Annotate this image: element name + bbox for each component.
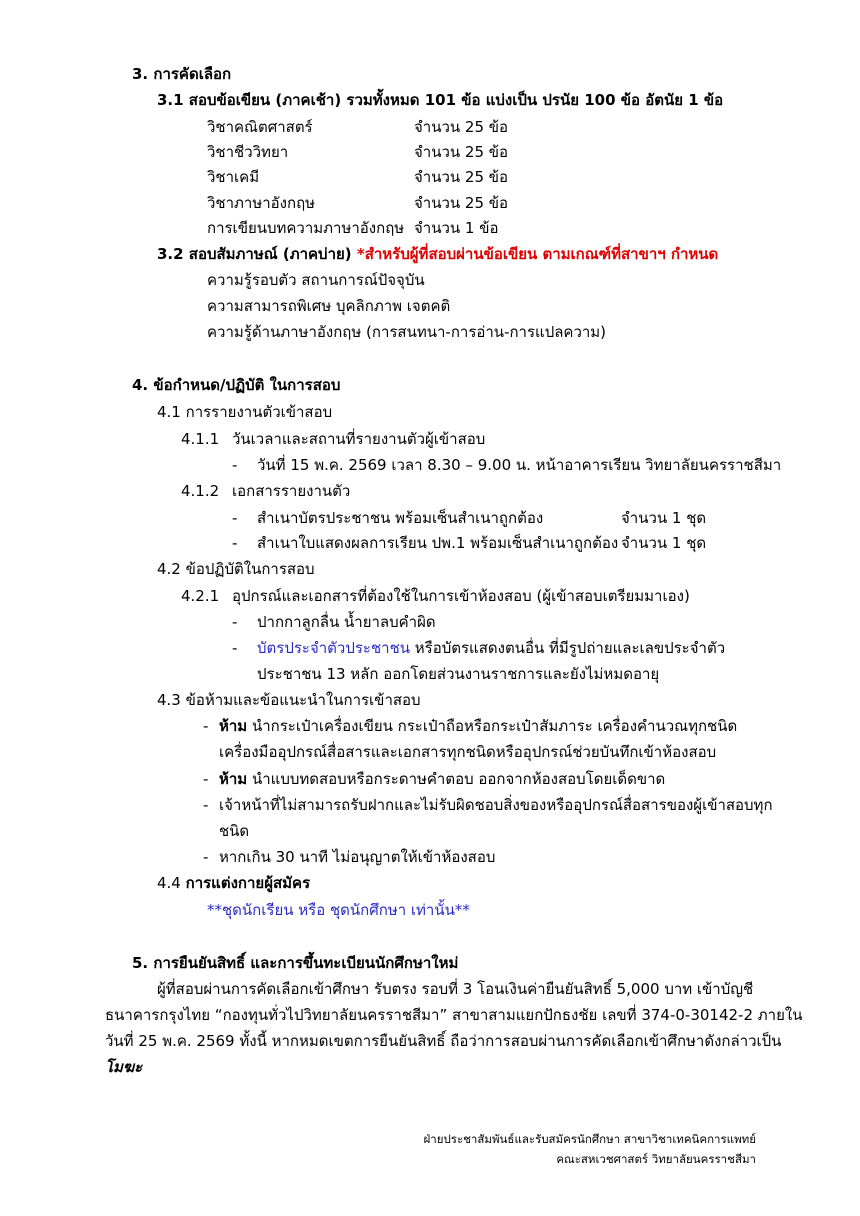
advice-item: เจ้าหน้าที่ไม่สามารถรับฝากและไม่รับผิดชอบสิ่งของหรืออุปกรณ์สื่อสารของผู้เข้าสอบทุก <box>219 796 773 814</box>
bullet: - <box>203 770 209 788</box>
dress-code-note: **ชุดนักเรียน หรือ ชุดนักศึกษา เท่านั้น** <box>207 901 470 919</box>
id-card-item <box>257 636 725 660</box>
subject-name: วิชาคณิตศาสตร์ <box>207 118 313 136</box>
prohibition-text: นำกระเป๋าเครื่องเขียน กระเป๋าถือหรือกระเป๋าสัมภาระ เครื่องคำนวณทุกชนิด <box>247 717 738 735</box>
interview-item: ความสามารถพิเศษ บุคลิกภาพ เจตคติ <box>207 297 451 315</box>
subject-count: จำนวน 1 ข้อ <box>414 219 499 237</box>
prohibition-item-continued: เครื่องมืออุปกรณ์สื่อสารและเอกสารทุกชนิดหรืออุปกรณ์ช่วยบันทึกเข้าห้องสอบ <box>219 743 717 761</box>
prohibition-item <box>219 767 665 791</box>
bullet: - <box>232 613 238 631</box>
id-card-text: หรือบัตรแสดงตนอื่น ที่มีรูปถ่ายและเลขประจำตัว <box>410 639 726 657</box>
document-qty: จำนวน 1 ชุด <box>621 534 707 552</box>
bullet: - <box>232 639 238 657</box>
section-4-1-1-number: 4.1.1 <box>181 430 220 448</box>
section-4-4-line <box>157 871 310 895</box>
document-item: สำเนาบัตรประชาชน พร้อมเซ็นสำเนาถูกต้อง <box>257 509 544 527</box>
section-5-paragraph: ผู้ที่สอบผ่านการคัดเลือกเข้าศึกษา รับตรง รอบที่ 3 โอนเงินค่ายืนยันสิทธิ์ 5,000 บาท เข้าบัญชี <box>157 980 754 998</box>
section-4-1-1-title: วันเวลาและสถานที่รายงานตัวผู้เข้าสอบ <box>232 430 486 448</box>
section-4-2-1-number: 4.2.1 <box>181 587 220 605</box>
section-4-1-title: 4.1 การรายงานตัวเข้าสอบ <box>157 403 333 421</box>
section-3-1-title: 3.1 สอบข้อเขียน (ภาคเช้า) รวมทั้งหมด 101 ข้อ แบ่งเป็น ปรนัย 100 ข้อ อัตนัย 1 ข้อ <box>157 91 724 109</box>
footer-faculty: คณะสหเวชศาสตร์ วิทยาลัยนครราชสีมา <box>556 1152 756 1166</box>
section-3-heading: 3. การคัดเลือก <box>132 65 232 83</box>
bullet: - <box>232 456 238 474</box>
bullet: - <box>232 534 238 552</box>
bullet: - <box>232 509 238 527</box>
id-card-item-continued: ประชาชน 13 หลัก ออกโดยส่วนงานราชการและยังไม่หมดอายุ <box>257 665 660 683</box>
section-5-paragraph: ธนาคารกรุงไทย “กองทุนทั่วไปวิทยาลัยนครราชสีมา” สาขาสามแยกปักธงชัย เลขที่ 374-0-30142-2 ภายใน <box>105 1006 803 1024</box>
section-4-4-title: การแต่งกายผู้สมัคร <box>185 874 311 892</box>
section-5-heading: 5. การยืนยันสิทธิ์ และการขึ้นทะเบียนนักศึกษาใหม่ <box>132 954 459 972</box>
subject-count: จำนวน 25 ข้อ <box>414 118 509 136</box>
bullet: - <box>203 796 209 814</box>
prohibition-text: นำแบบทดสอบหรือกระดาษคำตอบ ออกจากห้องสอบโดยเด็ดขาด <box>247 770 666 788</box>
section-5-paragraph: วันที่ 25 พ.ค. 2569 ทั้งนี้ หากหมดเขตการยืนยันสิทธิ์ ถือว่าการสอบผ่านการคัดเลือกเข้าศึกษาดังกล่าวเป็น <box>105 1032 782 1050</box>
bullet: - <box>203 848 209 866</box>
section-4-3-title: 4.3 ข้อห้ามและข้อแนะนำในการเข้าสอบ <box>157 691 421 709</box>
subject-count: จำนวน 25 ข้อ <box>414 168 509 186</box>
section-3-2-line <box>157 242 718 266</box>
subject-count: จำนวน 25 ข้อ <box>414 194 509 212</box>
section-4-1-2-number: 4.1.2 <box>181 482 220 500</box>
interview-item: ความรู้ด้านภาษาอังกฤษ (การสนทนา-การอ่าน-การแปลความ) <box>207 323 607 341</box>
section-4-heading: 4. ข้อกำหนด/ปฏิบัติ ในการสอบ <box>132 376 341 394</box>
section-4-2-1-title: อุปกรณ์และเอกสารที่ต้องใช้ในการเข้าห้องสอบ (ผู้เข้าสอบเตรียมมาเอง) <box>232 587 690 605</box>
exam-supply-item: ปากกาลูกลื่น น้ำยาลบคำผิด <box>257 613 436 631</box>
bullet: - <box>203 717 209 735</box>
ban-word: ห้าม <box>219 717 248 735</box>
report-date-item: วันที่ 15 พ.ค. 2569 เวลา 8.30 – 9.00 น. หน้าอาคารเรียน วิทยาลัยนครราชสีมา <box>257 456 782 474</box>
section-3-2-note: *สำหรับผู้ที่สอบผ่านข้อเขียน ตามเกณฑ์ที่สาขาฯ กำหนด <box>356 245 719 263</box>
section-4-1-2-title: เอกสารรายงานตัว <box>232 482 351 500</box>
footer-department: ฝ่ายประชาสัมพันธ์และรับสมัครนักศึกษา สาขาวิชาเทคนิคการแพทย์ <box>423 1132 756 1146</box>
subject-name: วิชาเคมี <box>207 168 260 186</box>
void-word: โมฆะ <box>105 1058 143 1076</box>
section-4-2-title: 4.2 ข้อปฏิบัติในการสอบ <box>157 560 315 578</box>
subject-name: วิชาภาษาอังกฤษ <box>207 194 316 212</box>
subject-name: การเขียนบทความภาษาอังกฤษ <box>207 219 405 237</box>
subject-name: วิชาชีววิทยา <box>207 143 289 161</box>
advice-item: หากเกิน 30 นาที ไม่อนุญาตให้เข้าห้องสอบ <box>219 848 496 866</box>
id-card-highlight: บัตรประจำตัวประชาชน <box>257 639 411 657</box>
prohibition-item <box>219 714 737 738</box>
section-4-4-number: 4.4 <box>157 874 186 892</box>
document-item: สำเนาใบแสดงผลการเรียน ปพ.1 พร้อมเซ็นสำเนาถูกต้อง <box>257 534 619 552</box>
ban-word: ห้าม <box>219 770 248 788</box>
document-qty: จำนวน 1 ชุด <box>621 509 707 527</box>
interview-item: ความรู้รอบตัว สถานการณ์ปัจจุบัน <box>207 271 425 289</box>
subject-count: จำนวน 25 ข้อ <box>414 143 509 161</box>
advice-item-continued: ชนิด <box>219 822 250 840</box>
section-3-2-title: 3.2 สอบสัมภาษณ์ (ภาคบ่าย) <box>157 245 357 263</box>
